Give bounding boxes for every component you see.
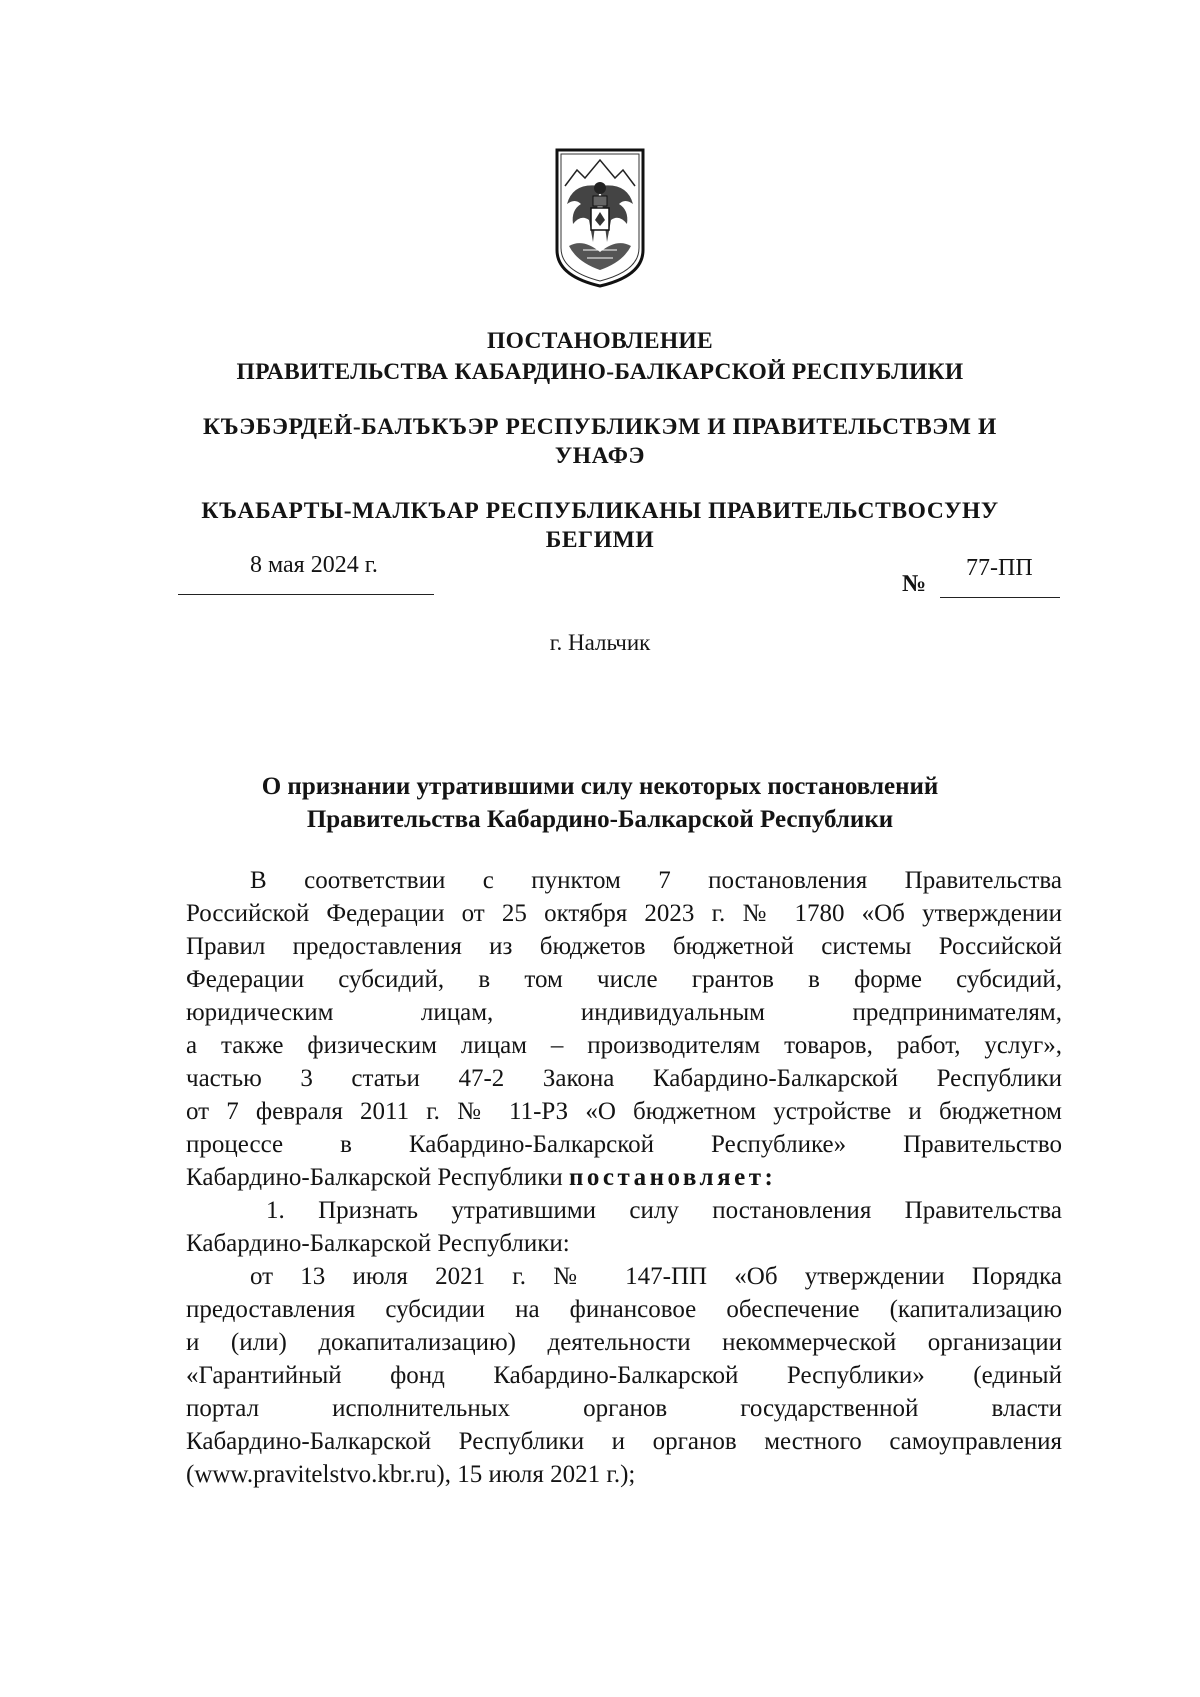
document-title-line-1: О признании утратившими силу некоторых постановлений <box>261 773 939 800</box>
number-underline <box>940 597 1060 598</box>
body-line: портал исполнительных органов государственной власти <box>186 1395 1062 1422</box>
body-line: Правил предоставления из бюджетов бюджетной системы Российской <box>186 933 1062 960</box>
body-line: Кабардино-Балкарской Республики: <box>186 1230 570 1257</box>
issuer-heading: ПРАВИТЕЛЬСТВА КАБАРДИНО-БАЛКАРСКОЙ РЕСПУБЛИКИ <box>236 359 964 385</box>
body-line: (www.pravitelstvo.kbr.ru), 15 июля 2021 г.); <box>186 1461 636 1488</box>
date-underline <box>178 594 434 595</box>
body-line: Российской Федерации от 25 октября 2023 г. № 1780 «Об утверждении <box>186 900 1062 927</box>
city: г. Нальчик <box>549 630 651 655</box>
body-line: юридическим лицам, индивидуальным предпринимателям, <box>186 999 1062 1026</box>
body-line: «Гарантийный фонд Кабардино-Балкарской Республики» (единый <box>186 1362 1062 1389</box>
kabardian-heading-line-1: КЪЭБЭРДЕЙ-БАЛЪКЪЭР РЕСПУБЛИКЭМ И ПРАВИТЕЛЬСТВЭМ И <box>203 414 997 440</box>
balkar-heading-line-2: БЕГИМИ <box>545 527 655 553</box>
body-line: а также физическим лицам – производителям товаров, работ, услуг», <box>186 1032 1062 1059</box>
number-sign: № <box>902 571 927 597</box>
kabardian-heading-line-2: УНАФЭ <box>554 443 646 469</box>
body-line <box>186 1161 1062 1194</box>
body-line: Кабардино-Балкарской Республики и органов местного самоуправления <box>186 1428 1062 1455</box>
body-line: частью 3 статьи 47-2 Закона Кабардино-Балкарской Республики <box>186 1065 1062 1092</box>
balkar-heading-line-1: КЪАБАРТЫ-МАЛКЪАР РЕСПУБЛИКАНЫ ПРАВИТЕЛЬСТВОСУНУ <box>201 498 999 524</box>
body-line: В соответствии с пунктом 7 постановления Правительства <box>250 867 1062 894</box>
body-line: от 13 июля 2021 г. № 147-ПП «Об утверждении Порядка <box>250 1263 1062 1290</box>
body-line: 1. Признать утратившими силу постановления Правительства <box>266 1197 1062 1224</box>
coat-of-arms-emblem <box>553 146 647 290</box>
body-line: Федерации субсидий, в том числе грантов в форме субсидий, <box>186 966 1062 993</box>
body-line-text: Кабардино-Балкарской Республики <box>186 1164 563 1191</box>
document-type-heading: ПОСТАНОВЛЕНИЕ <box>487 328 713 354</box>
document-date: 8 мая 2024 г. <box>250 552 378 578</box>
body-line: процессе в Кабардино-Балкарской Республике» Правительство <box>186 1131 1062 1158</box>
decree-word: постановляет: <box>569 1164 777 1191</box>
body-line: и (или) докапитализацию) деятельности некоммерческой организации <box>186 1329 1062 1356</box>
document-number: 77-ПП <box>966 555 1033 581</box>
document-title-line-2: Правительства Кабардино-Балкарской Республики <box>306 806 894 833</box>
document-body <box>186 864 1062 1491</box>
body-line: от 7 февраля 2011 г. № 11-РЗ «О бюджетном устройстве и бюджетном <box>186 1098 1062 1125</box>
body-line: предоставления субсидии на финансовое обеспечение (капитализацию <box>186 1296 1062 1323</box>
